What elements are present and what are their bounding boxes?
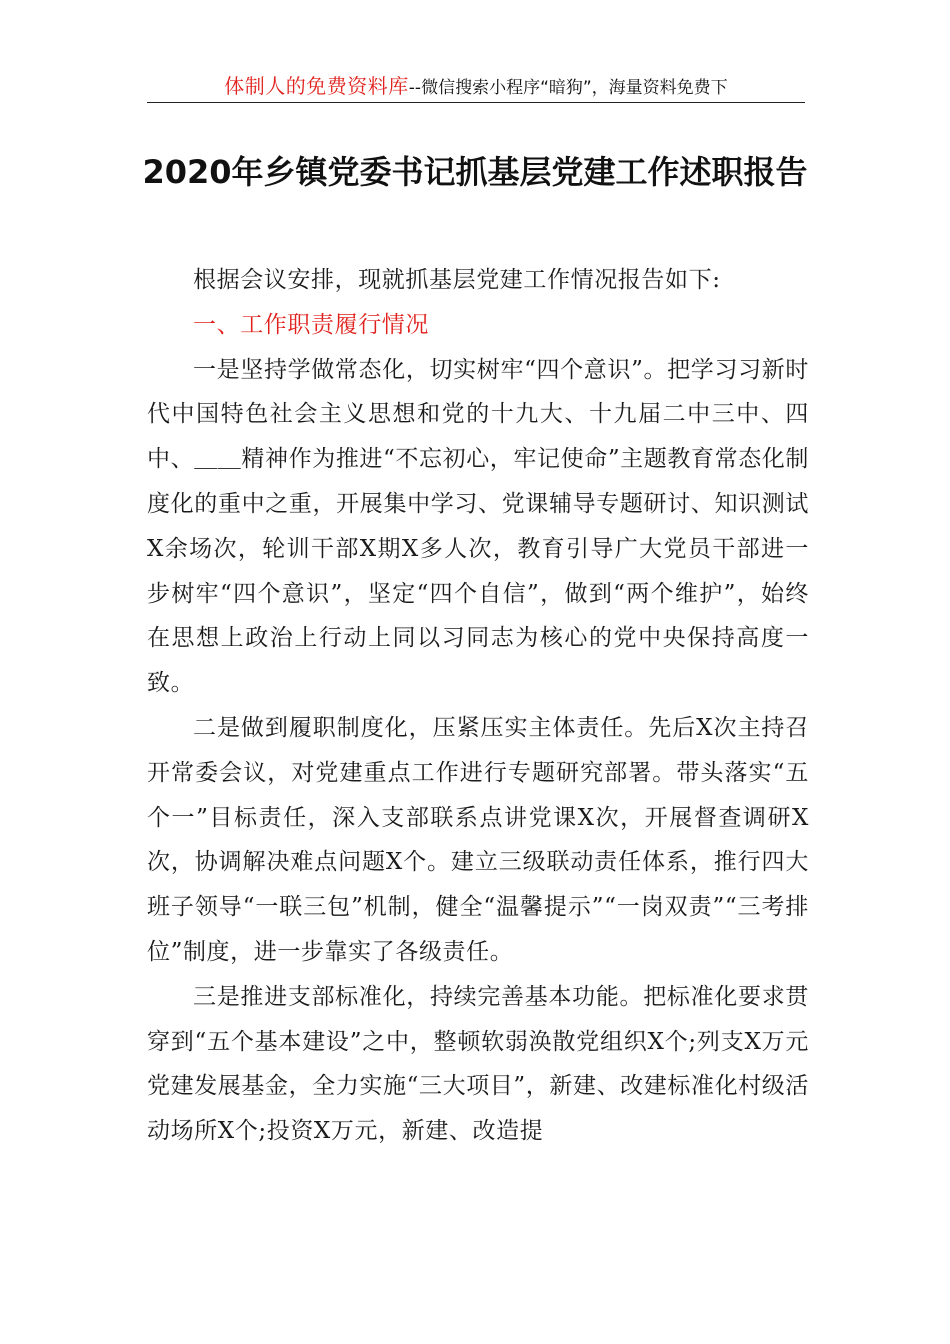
section-heading: 一、工作职责履行情况 <box>193 311 429 338</box>
paragraph-3: 三是推进支部标准化，持续完善基本功能。把标准化要求贯穿到“五个基本建设”之中，整顿软弱涣散党组织X个;列支X万元党建发展基金，全力实施“三大项目”，新建、改建标准化村级活动场所X个;投资X万元，新建、改造提 <box>147 983 809 1145</box>
header-note: --微信搜索小程序“暗狗”，海量资料免费下 <box>408 78 728 98</box>
header-brand: 体制人的免费资料库 <box>224 74 409 98</box>
intro-paragraph: 根据会议安排，现就抓基层党建工作情况报告如下: <box>193 267 721 293</box>
page-header <box>147 70 805 103</box>
paragraph-1: 一是坚持学做常态化，切实树牢“四个意识”。把学习习新时代中国特色社会主义思想和党的十九大、十九届二中三中、四中、＿＿精神作为推进“不忘初心，牢记使命”主题教育常态化制度化的重中之重，开展集中学习、党课辅导专题研讨、知识测试X余场次，轮训干部X期X多人次，教育引导广大党员干部进一步树牢“四个意识”，坚定“四个自信”，做到“两个维护”，始终在思想上政治上行动上同以习同志为核心的党中央保持高度一致。 <box>147 356 809 697</box>
document-title: 2020年乡镇党委书记抓基层党建工作述职报告 <box>142 153 808 191</box>
document-body <box>147 258 809 1154</box>
paragraph-2: 二是做到履职制度化，压紧压实主体责任。先后X次主持召开常委会议，对党建重点工作进行专题研究部署。带头落实“五个一”目标责任，深入支部联系点讲党课X次，开展督查调研X次，协调解决难点问题X个。建立三级联动责任体系，推行四大班子领导“一联三包”机制，健全“温馨提示”“一岗双责”“三考排位”制度，进一步靠实了各级责任。 <box>147 714 809 965</box>
